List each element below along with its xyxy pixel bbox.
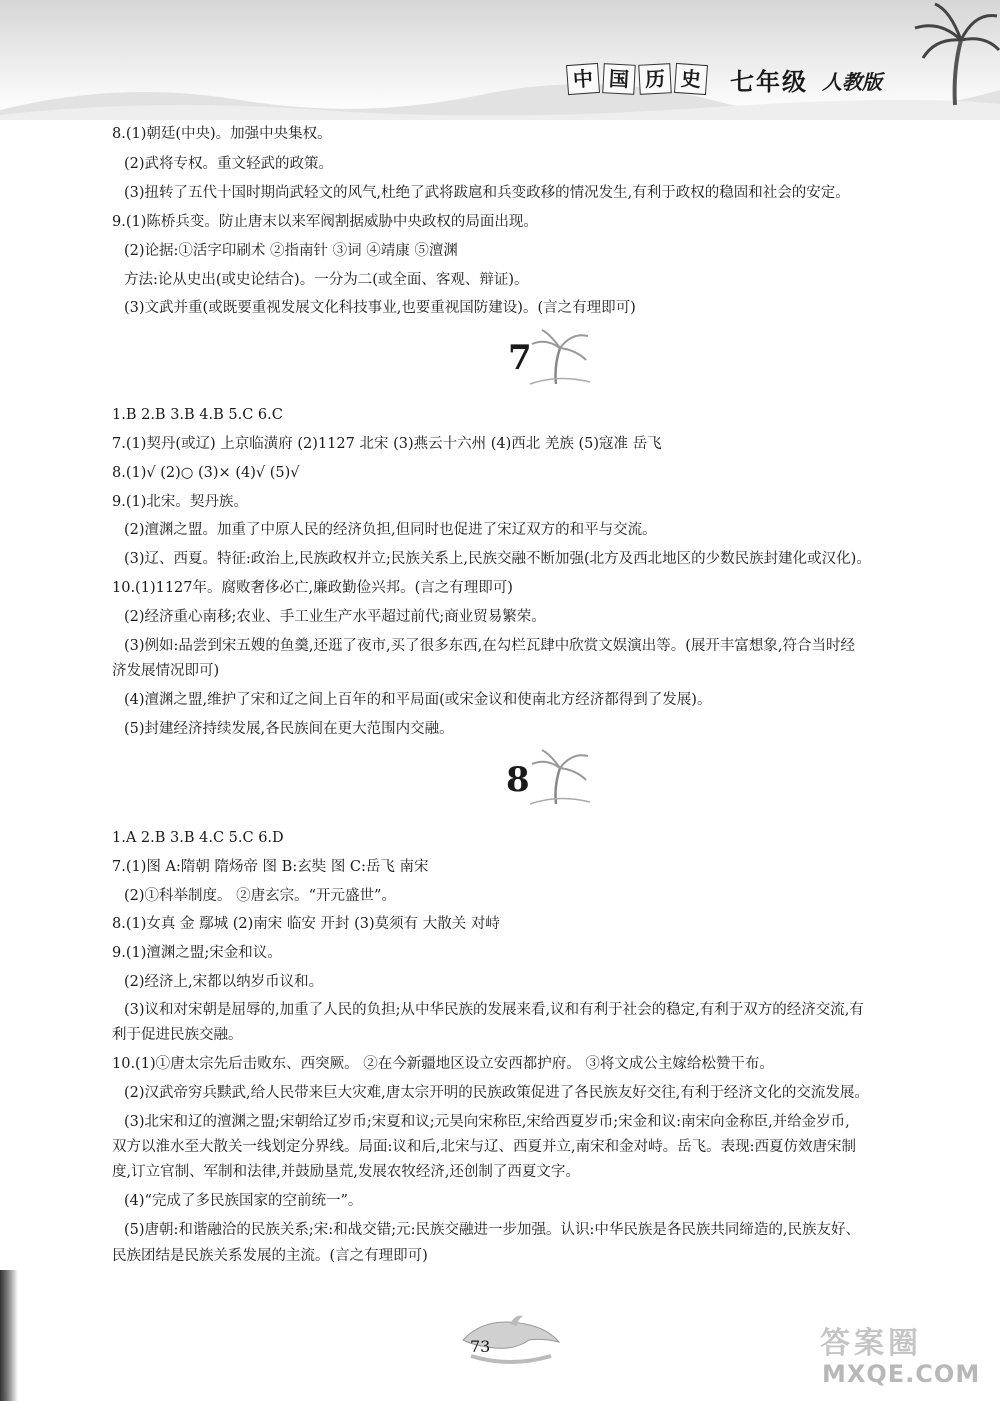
answer-line: 7.(1)契丹(或辽) 上京临潢府 (2)1127 北宋 (3)燕云十六州 (4)西北 羌族 (5)寇准 岳飞 [112,436,662,452]
answer-line: (2)经济上,宋都以纳岁币议和。 [124,974,324,990]
answer-line: (3)议和对宋朝是屈辱的,加重了人民的负担;从中华民族的发展来看,议和有利于社会的稳定,有利于双方的经济交流,有 [124,1002,864,1018]
answer-line: (2)澶渊之盟。加重了中原人民的经济负担,但同时也促进了宋辽双方的和平与交流。 [124,522,657,538]
watermark-site-text: MXQE.COM [822,1360,981,1388]
answer-line: 8.(1)√ (2)○ (3)× (4)√ (5)√ [112,465,300,481]
palm-tree-icon [528,328,593,388]
answer-line: 7.(1)图 A:隋朝 隋炀帝 图 B:玄奘 图 C:岳飞 南宋 [112,859,429,875]
answer-line: 8.(1)女真 金 鄢城 (2)南宋 临安 开封 (3)莫须有 大散关 对峙 [112,916,500,932]
answer-line: 1.B 2.B 3.B 4.B 5.C 6.C [112,407,283,423]
page-number: 73 [470,1337,491,1356]
answer-line: 双方以淮水至大散关一线划定分界线。局面:议和后,北宋与辽、西夏并立,南宋和金对峙。岳飞。表现:西夏仿效唐宋制 [112,1139,856,1155]
subject-title-char: 史 [674,63,708,95]
answer-line: (5)唐朝:和谐融洽的民族关系;宋:和战交错;元:民族交融进一步加强。认识:中华民族是各民族共同缔造的,民族友好、 [124,1222,860,1238]
section-number: 7 [508,338,532,378]
answer-line: (3)北宋和辽的澶渊之盟;宋朝给辽岁币;宋夏和议;元昊向宋称臣,宋给西夏岁币;宋金和议:南宋向金称臣,并给金岁币, [124,1114,850,1130]
answer-line: 8.(1)朝廷(中央)。加强中央集权。 [112,126,332,142]
answer-line: 9.(1)澶渊之盟;宋金和议。 [112,945,282,961]
answer-line: 度,订立官制、军制和法律,并鼓励垦荒,发展农牧经济,还创制了西夏文字。 [112,1164,580,1180]
answer-line: 1.A 2.B 3.B 4.C 5.C 6.D [112,830,284,846]
edition-label: 人教版 [822,70,882,94]
answer-line: (3)例如:品尝到宋五嫂的鱼羹,还逛了夜市,买了很多东西,在勾栏瓦肆中欣赏文娱演出等。(展开丰富想象,符合当时经 [124,638,856,654]
subject-title-char: 中 [566,63,600,95]
answer-line: 9.(1)北宋。契丹族。 [112,494,248,510]
answer-line: 10.(1)①唐太宗先后击败东、西突厥。 ②在今新疆地区设立安西都护府。 ③将文成公主嫁给松赞干布。 [112,1056,774,1072]
answer-line: (3)辽、西夏。特征:政治上,民族政权并立;民族关系上,民族交融不断加强(北方及西北地区的少数民族封建化或汉化)。 [124,551,871,567]
answer-line: (4)澶渊之盟,维护了宋和辽之间上百年的和平局面(或宋金议和使南北方经济都得到了发展)。 [124,692,712,708]
palm-tree-icon [528,748,593,808]
answer-line: (5)封建经济持续发展,各民族间在更大范围内交融。 [124,721,454,737]
answer-line: 方法:论从史出(或史论结合)。一分为二(或全面、客观、辩证)。 [124,272,529,288]
answer-line: 9.(1)陈桥兵变。防止唐末以来军阀割据威胁中央政权的局面出现。 [112,214,538,230]
watermark-logo-text: 答案圈 [820,1326,922,1361]
answer-line: (2)武将专权。重文轻武的政策。 [124,156,334,172]
answer-line: (2)经济重心南移;农业、手工业生产水平超过前代;商业贸易繁荣。 [124,609,546,625]
answer-line: 民族团结是民族关系发展的主流。(言之有理即可) [112,1248,428,1264]
answer-line: 济发展情况即可) [112,663,220,679]
answer-line: 10.(1)1127年。腐败奢侈必亡,廉政勤俭兴邦。(言之有理即可) [112,580,513,596]
answer-line: 利于促进民族交融。 [112,1027,243,1043]
section-number: 8 [506,760,530,800]
scan-edge-shadow [0,1270,18,1401]
answer-line: (3)文武并重(或既要重视发展文化科技事业,也要重视国防建设)。(言之有理即可) [124,300,636,316]
subject-title-char: 历 [638,63,672,95]
answer-line: (3)扭转了五代十国时期尚武轻文的风气,杜绝了武将跋扈和兵变政移的情况发生,有利于政权的稳固和社会的安定。 [124,185,850,201]
grade-label: 七年级 [730,67,808,96]
answer-line: (2)汉武帝穷兵黩武,给人民带来巨大灾难,唐太宗开明的民族政策促进了各民族友好交往,有利于经济文化的交流发展。 [124,1085,869,1101]
subject-title-char: 国 [602,63,636,95]
answer-line: (4)“完成了多民族国家的空前统一”。 [124,1193,363,1209]
answer-line: (2)论据:①活字印刷术 ②指南针 ③词 ④靖康 ⑤澶渊 [124,243,458,259]
answer-line: (2)①科举制度。 ②唐玄宗。“开元盛世”。 [124,888,396,904]
